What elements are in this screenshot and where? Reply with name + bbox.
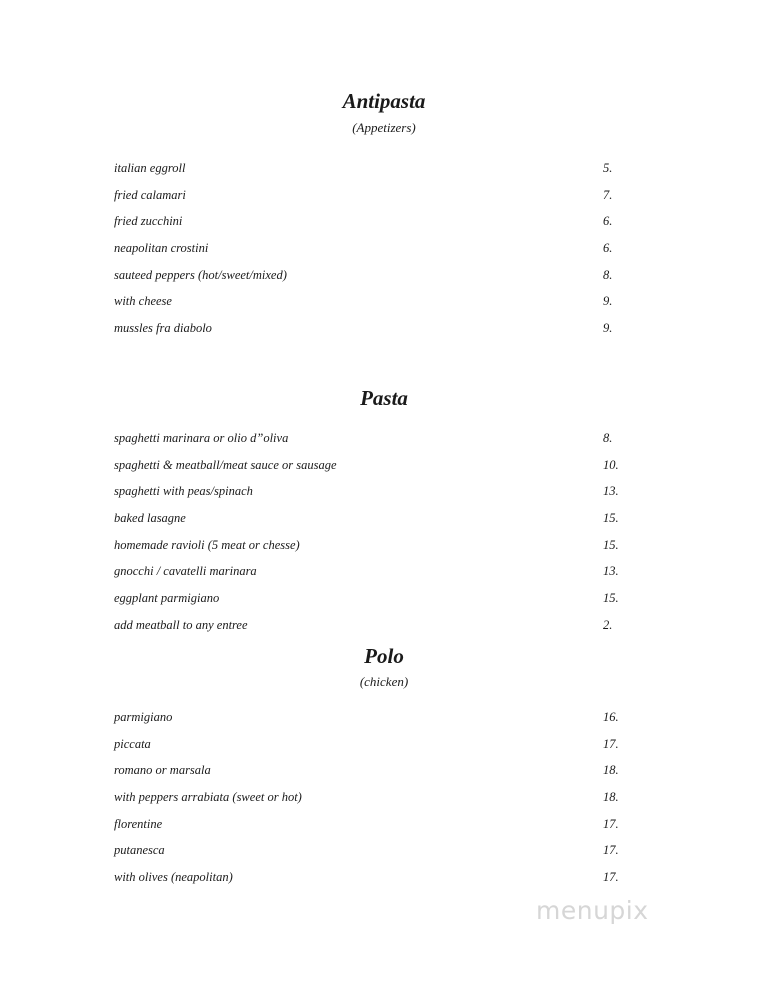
item-price: 8.	[603, 267, 613, 282]
menu-item	[114, 842, 634, 869]
item-name: romano or marsala	[114, 763, 211, 778]
menu-item	[114, 617, 634, 644]
menu-item	[114, 267, 634, 294]
item-price: 6.	[603, 241, 613, 256]
item-price: 15.	[603, 591, 619, 606]
item-name: with peppers arrabiata (sweet or hot)	[114, 790, 302, 805]
menu-item	[114, 187, 634, 214]
menu-item	[114, 789, 634, 816]
item-price: 5.	[603, 161, 613, 175]
item-name: sauteed peppers (hot/sweet/mixed)	[114, 267, 287, 282]
item-price: 6.	[603, 214, 613, 229]
polo-subheading: (chicken)	[359, 674, 409, 689]
menu-item	[114, 457, 634, 484]
item-price: 9.	[603, 294, 613, 309]
item-name: with cheese	[114, 294, 172, 309]
menu-item	[114, 590, 634, 617]
item-name: mussles fra diabolo	[114, 321, 212, 336]
item-price: 10.	[603, 457, 619, 472]
item-name: homemade ravioli (5 meat or chesse)	[114, 537, 300, 552]
polo-list	[114, 709, 634, 896]
item-name: spaghetti marinara or olio d”oliva	[114, 431, 289, 445]
item-name: florentine	[114, 816, 163, 831]
menu-item	[114, 563, 634, 590]
menu-item	[114, 430, 634, 457]
antipasta-list	[114, 160, 634, 347]
item-name: eggplant parmigiano	[114, 591, 220, 606]
menu-item	[114, 213, 634, 240]
item-price: 17.	[603, 843, 619, 858]
menu-item	[114, 736, 634, 763]
item-name: parmigiano	[114, 710, 173, 724]
pasta-heading: Pasta	[360, 386, 408, 410]
item-price: 13.	[603, 484, 619, 499]
menu-item	[114, 160, 634, 187]
menu-item	[114, 293, 634, 320]
item-price: 13.	[603, 564, 619, 579]
polo-heading: Polo	[364, 644, 404, 668]
item-price: 18.	[603, 790, 619, 805]
menupix-watermark: menupix	[536, 896, 649, 925]
item-name: italian eggroll	[114, 161, 186, 175]
pasta-list	[114, 430, 634, 644]
menu-item	[114, 240, 634, 267]
item-name: fried calamari	[114, 187, 186, 202]
item-price: 18.	[603, 763, 619, 778]
item-price: 7.	[603, 187, 613, 202]
menu-item	[114, 510, 634, 537]
item-price: 16.	[603, 710, 619, 724]
item-price: 15.	[603, 511, 619, 526]
item-name: add meatball to any entree	[114, 617, 248, 632]
item-name: baked lasagne	[114, 511, 186, 526]
menu-item	[114, 709, 634, 736]
item-name: spaghetti with peas/spinach	[114, 484, 253, 499]
menu-item	[114, 762, 634, 789]
menu-item	[114, 537, 634, 564]
menu-item	[114, 816, 634, 843]
item-name: spaghetti & meatball/meat sauce or sausage	[114, 457, 337, 472]
item-name: neapolitan crostini	[114, 241, 209, 256]
menu-item	[114, 869, 634, 896]
item-price: 17.	[603, 736, 619, 751]
item-price: 17.	[603, 870, 619, 885]
menu-item	[114, 320, 634, 347]
antipasta-heading: Antipasta	[342, 89, 426, 113]
menu-item	[114, 483, 634, 510]
item-price: 2.	[603, 617, 613, 632]
item-price: 8.	[603, 431, 613, 445]
item-price: 9.	[603, 321, 613, 336]
item-name: piccata	[114, 736, 151, 751]
antipasta-subheading: (Appetizers)	[352, 120, 416, 135]
item-price: 15.	[603, 537, 619, 552]
item-name: with olives (neapolitan)	[114, 870, 233, 885]
item-name: putanesca	[114, 843, 165, 858]
item-name: gnocchi / cavatelli marinara	[114, 564, 257, 579]
item-price: 17.	[603, 816, 619, 831]
item-name: fried zucchini	[114, 214, 183, 229]
